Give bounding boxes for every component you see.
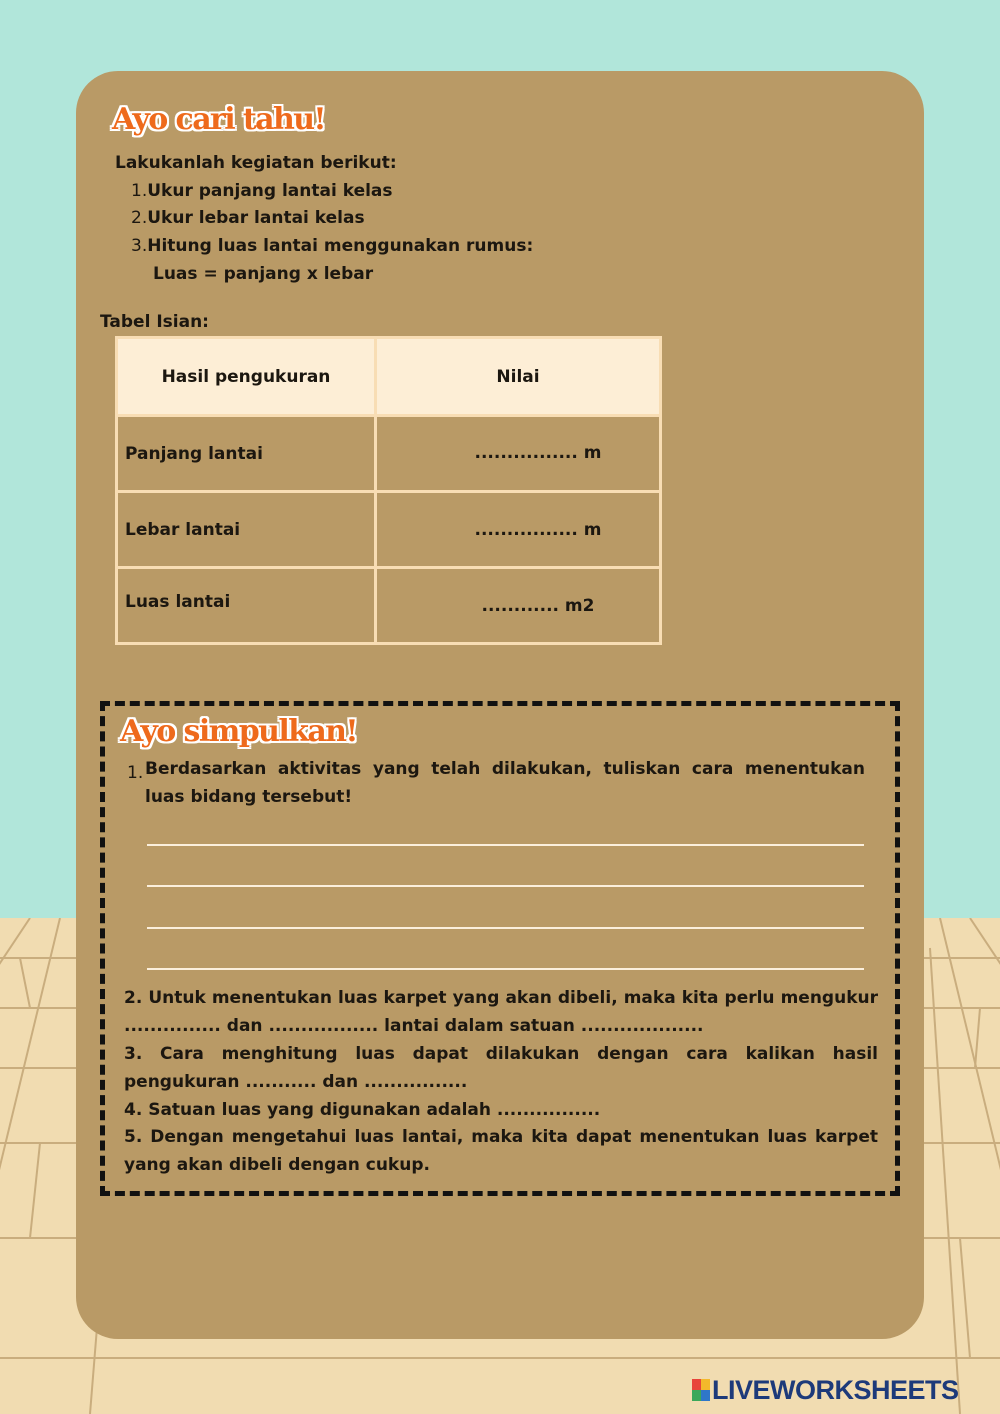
statement-5: 5. Dengan mengetahui luas lantai, maka kita dapat menentukan luas karpet yang akan dibeli dengan cukup. (124, 1127, 878, 1175)
row-label-area: Luas lantai (117, 568, 376, 644)
step-2-text: Ukur lebar lantai kelas (147, 208, 365, 228)
table-row (117, 568, 661, 644)
step-3-number: 3. (131, 236, 148, 256)
row-label-width: Lebar lantai (117, 492, 376, 568)
question-1-text: Berdasarkan aktivitas yang telah dilakukan, tuliskan cara menentukan luas bidang tersebut! (145, 759, 865, 807)
answer-line-3[interactable] (147, 927, 864, 929)
area-formula: Luas = panjang x lebar (153, 264, 374, 284)
step-1 (131, 181, 393, 201)
answer-field-width[interactable]: ................ m (376, 492, 661, 568)
step-3-text: Hitung luas lantai menggunakan rumus: (147, 236, 534, 256)
table-label: Tabel Isian: (100, 312, 209, 332)
question-1-number: 1. (127, 763, 144, 783)
step-1-text: Ukur panjang lantai kelas (147, 181, 393, 201)
table-row (117, 416, 661, 492)
step-2-number: 2. (131, 208, 148, 228)
question-2: 2. Untuk menentukan luas karpet yang akan dibeli, maka kita perlu mengukur ............... dan ................. lantai dalam satuan ................... (124, 988, 878, 1036)
instructions-intro: Lakukanlah kegiatan berikut: (115, 153, 397, 173)
answer-line-1[interactable] (147, 844, 864, 846)
section1-heading: Ayo cari tahu! (112, 102, 325, 137)
column-header-value: Nilai (376, 338, 661, 416)
step-1-number: 1. (131, 181, 148, 201)
table-header-row (117, 338, 661, 416)
answer-line-4[interactable] (147, 968, 864, 970)
table-row (117, 492, 661, 568)
question-3: 3. Cara menghitung luas dapat dilakukan dengan cara kalikan hasil pengukuran ........... dan ................ (124, 1044, 878, 1092)
logo-text: LIVEWORKSHEETS (712, 1374, 959, 1405)
logo-grid-icon (692, 1379, 710, 1401)
row-label-length: Panjang lantai (117, 416, 376, 492)
fill-in-table (115, 336, 662, 645)
liveworksheets-logo (692, 1376, 959, 1404)
section2-heading: Ayo simpulkan! (120, 714, 357, 749)
answer-field-length[interactable]: ................ m (376, 416, 661, 492)
step-2 (131, 208, 365, 228)
answer-line-2[interactable] (147, 885, 864, 887)
column-header-measurement: Hasil pengukuran (117, 338, 376, 416)
question-4: 4. Satuan luas yang digunakan adalah ................ (124, 1100, 601, 1120)
answer-field-area[interactable]: ............ m2 (376, 568, 661, 644)
step-3 (131, 236, 533, 256)
